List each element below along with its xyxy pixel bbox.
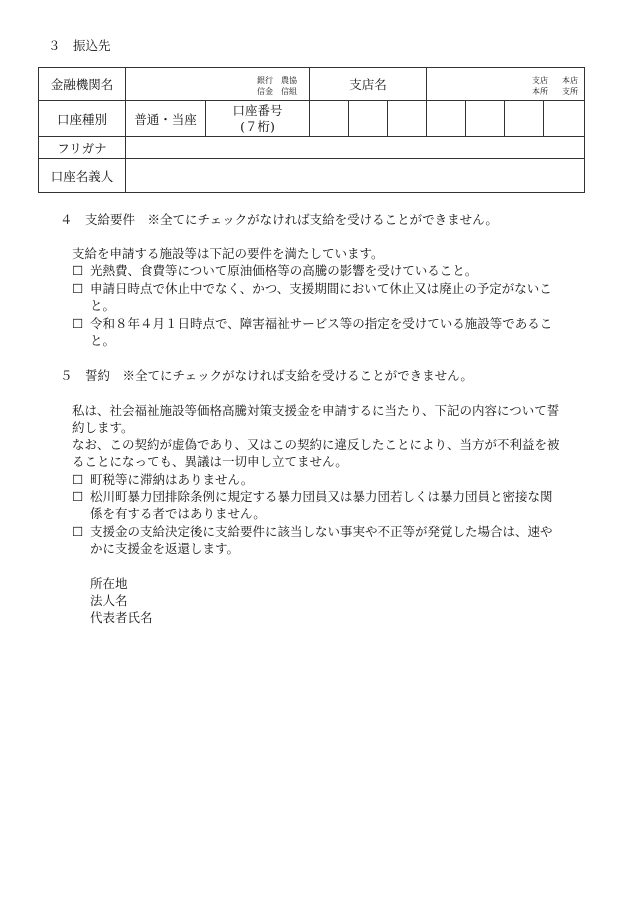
account-type-label: 口座種別 (39, 101, 126, 137)
bank-account-table (38, 67, 585, 193)
account-digit-7[interactable] (544, 101, 585, 137)
pledge-item: ☐ 支援金の支給決定後に支給要件に該当しない事実や不正等が発覚した場合は、速や (72, 524, 553, 539)
section4-intro: 支給を申請する施設等は下記の要件を満たしています。 (72, 246, 384, 261)
checkbox-icon[interactable]: ☐ (72, 524, 84, 539)
branch-type-options: 支店 本店 本所 支所 (532, 76, 579, 96)
bank-name-label: 金融機関名 (39, 68, 126, 101)
branch-name-field[interactable] (427, 68, 585, 101)
account-digit-3[interactable] (388, 101, 427, 137)
requirement-item-cont: と。 (90, 298, 116, 313)
furigana-field[interactable] (126, 137, 585, 159)
furigana-label: フリガナ (39, 137, 126, 159)
address-label: 所在地 (90, 576, 128, 591)
pledge-item-cont: かに支援金を返還します。 (90, 541, 240, 556)
account-digit-1[interactable] (310, 101, 349, 137)
representative-name-label: 代表者氏名 (90, 610, 153, 625)
checkbox-icon[interactable]: ☐ (72, 281, 84, 296)
requirement-item: ☐ 光熱費、食費等について原油価格等の高騰の影響を受けていること。 (72, 263, 478, 278)
checkbox-icon[interactable]: ☐ (72, 489, 84, 504)
pledge-paragraph-1: 私は、社会福祉施設等価格高騰対策支援金を申請するに当たり、下記の内容について誓 (72, 403, 560, 418)
requirement-item: ☐ 申請日時点で休止中でなく、かつ、支援期間において休止又は廃止の予定がないこ (72, 281, 552, 296)
checkbox-icon[interactable]: ☐ (72, 316, 84, 331)
section3-heading: ３ 振込先 (48, 38, 111, 53)
section4-heading: ４ 支給要件 ※全てにチェックがなければ支給を受けることができません。 (60, 212, 498, 227)
section5-heading: ５ 誓約 ※全てにチェックがなければ支給を受けることができません。 (60, 368, 473, 383)
pledge-paragraph-1-cont: 約します。 (72, 420, 134, 435)
account-digit-4[interactable] (427, 101, 466, 137)
requirement-item-cont: と。 (90, 333, 116, 348)
pledge-item-cont: 係を有する者ではありません。 (90, 506, 266, 521)
account-type-value[interactable]: 普通・当座 (126, 101, 206, 137)
requirement-item: ☐ 令和８年４月１日時点で、障害福祉サービス等の指定を受けている施設等であるこ (72, 316, 553, 331)
branch-name-label: 支店名 (310, 68, 427, 101)
pledge-paragraph-2: なお、この契約が虚偽であり、又はこの契約に違反したことにより、当方が不利益を被 (72, 437, 560, 452)
account-digit-5[interactable] (466, 101, 505, 137)
account-number-label: 口座番号 (７桁) (206, 101, 310, 137)
corporation-name-label: 法人名 (90, 593, 128, 608)
account-holder-label: 口座名義人 (39, 159, 126, 193)
account-holder-field[interactable] (126, 159, 585, 193)
bank-name-field[interactable] (126, 68, 310, 101)
pledge-item: ☐ 松川町暴力団排除条例に規定する暴力団員又は暴力団若しくは暴力団員と密接な関 (72, 489, 553, 504)
bank-type-options: 銀行 農協 信金 信組 (257, 76, 297, 96)
account-digit-6[interactable] (505, 101, 544, 137)
pledge-paragraph-2-cont: ることになっても、異議は一切申し立てません。 (72, 454, 348, 469)
checkbox-icon[interactable]: ☐ (72, 472, 84, 487)
account-digit-2[interactable] (349, 101, 388, 137)
pledge-item: ☐ 町税等に滞納はありません。 (72, 472, 254, 487)
checkbox-icon[interactable]: ☐ (72, 263, 84, 278)
